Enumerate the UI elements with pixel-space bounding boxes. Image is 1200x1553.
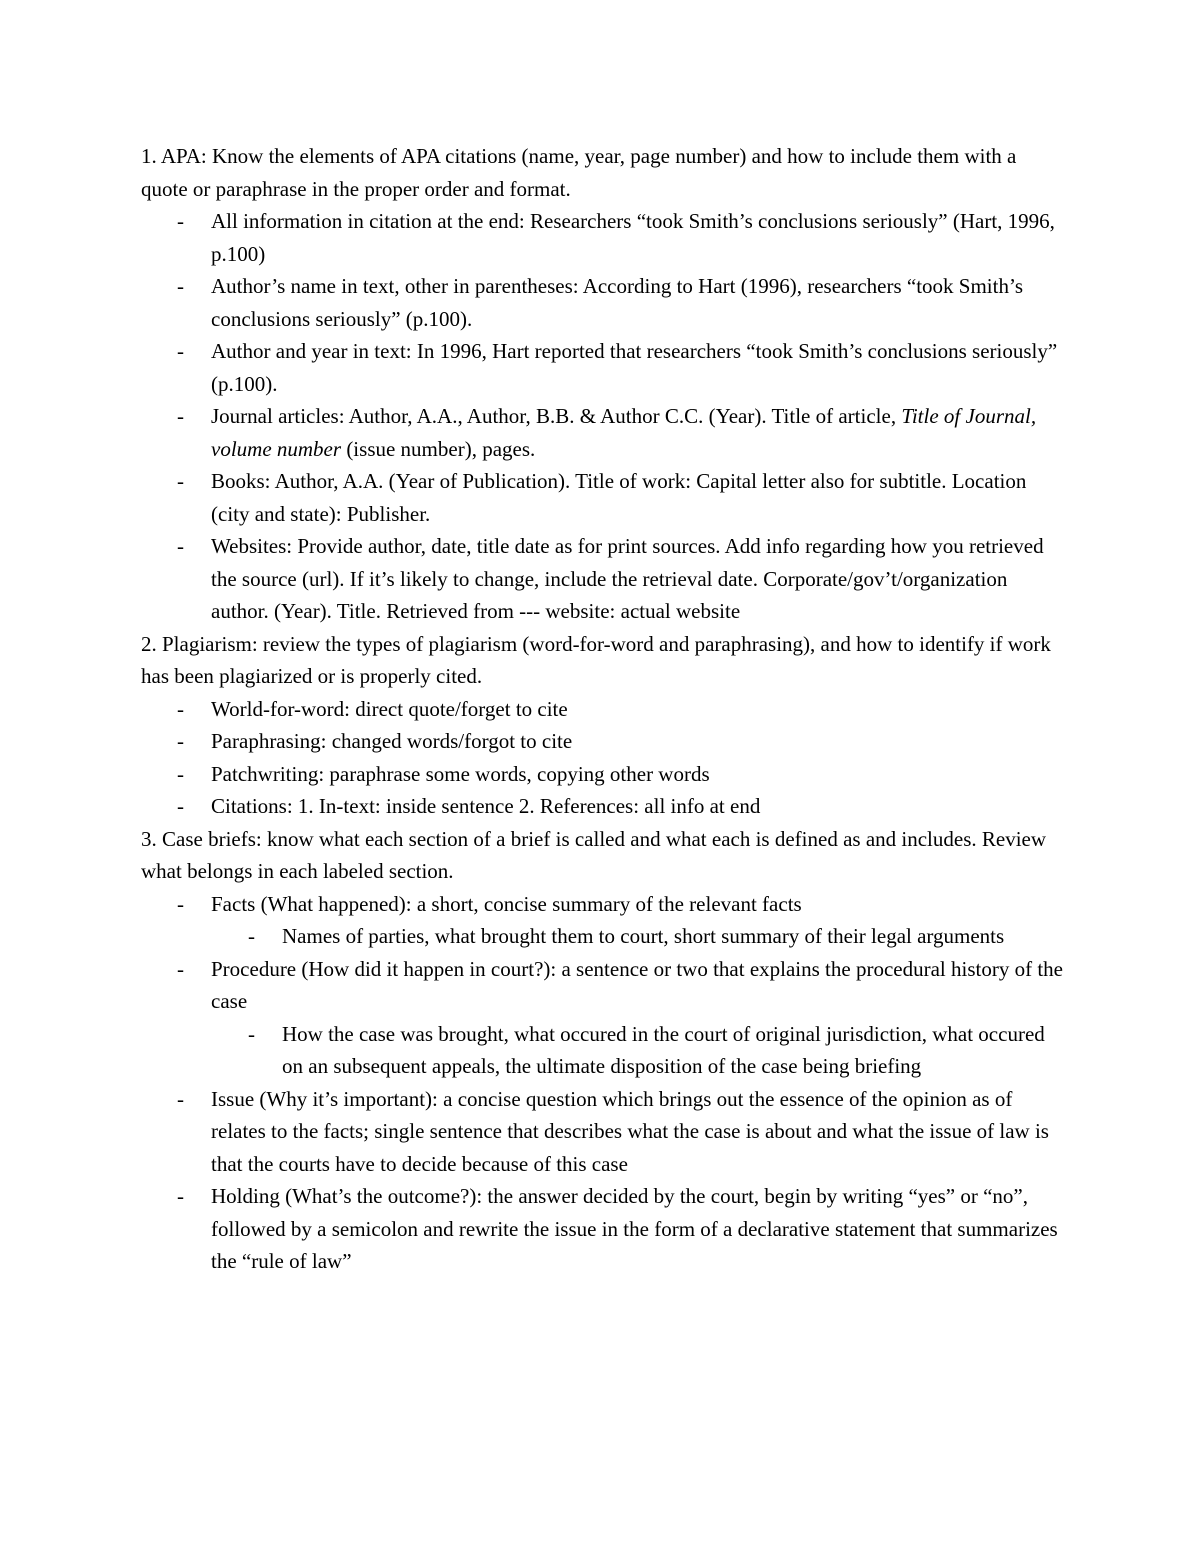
bullet-dash: - [177, 274, 184, 298]
list-item-text: Author and year in text: In 1996, Hart reported that researchers “took Smith’s conclusions seriously” (p.100). [211, 339, 1058, 396]
list-item [141, 335, 1066, 400]
list-item [141, 465, 1066, 530]
sub-list-item-text: Names of parties, what brought them to court, short summary of their legal arguments [282, 924, 1005, 948]
document-body [141, 140, 1066, 1278]
bullet-dash: - [177, 534, 184, 558]
list-item [141, 530, 1066, 628]
list-item [141, 1180, 1066, 1278]
list-item-text: Issue (Why it’s important): a concise question which brings out the essence of the opinion as of relates to the facts; single sentence that describes what the case is about and what the issue of law is that the courts have to decide because of this case [211, 1086, 1049, 1176]
bullet-dash: - [177, 339, 184, 363]
section-heading-apa: 1. APA: Know the elements of APA citations (name, year, page number) and how to include them with a quote or paraphrase in the proper order and format. [141, 144, 1017, 201]
journal-title-italic: Title of Journal, volume number [211, 404, 1037, 461]
bullet-dash: - [177, 209, 184, 233]
bullet-dash: - [177, 794, 184, 818]
list-item [141, 953, 1066, 1018]
list-item [141, 888, 1066, 921]
list-item [141, 400, 1066, 465]
bullet-dash: - [177, 891, 184, 916]
sub-list-item-text: How the case was brought, what occured in the court of original jurisdiction, what occured on an subsequent appeals, the ultimate disposition of the case being briefing [282, 1021, 1045, 1078]
sub-list-item [141, 920, 1066, 953]
list-item [141, 270, 1066, 335]
section-heading-plagiarism: 2. Plagiarism: review the types of plagiarism (word-for-word and paraphrasing), and how to identify if work has been plagiarized or is properly cited. [141, 631, 1051, 688]
bullet-dash: - [177, 761, 184, 786]
list-item [141, 1083, 1066, 1181]
bullet-dash: - [177, 404, 184, 428]
journal-text-after: (issue number), pages. [341, 436, 536, 461]
list-item [141, 693, 1066, 726]
list-item [141, 205, 1066, 270]
bullet-dash: - [177, 956, 184, 981]
bullet-dash: - [177, 1184, 184, 1208]
list-item-text: Patchwriting: paraphrase some words, copying other words [211, 761, 710, 786]
list-item-text: World-for-word: direct quote/forget to cite [211, 696, 568, 721]
bullet-dash: - [248, 924, 255, 948]
journal-text-before: Journal articles: Author, A.A., Author, B.B. & Author C.C. (Year). Title of article, [211, 404, 902, 428]
list-item-text: Citations: 1. In-text: inside sentence 2. References: all info at end [211, 794, 761, 818]
bullet-dash: - [177, 729, 184, 753]
list-item-text: All information in citation at the end: Researchers “took Smith’s conclusions seriously” (Hart, 1996, p.100) [211, 209, 1055, 266]
list-item-text: Books: Author, A.A. (Year of Publication). Title of work: Capital letter also for subtitle. Location (city and state): Publisher. [211, 469, 1027, 526]
list-item-text: Facts (What happened): a short, concise summary of the relevant facts [211, 891, 802, 916]
list-item-text: Paraphrasing: changed words/forgot to cite [211, 729, 573, 753]
list-item [141, 758, 1066, 791]
bullet-dash: - [248, 1021, 255, 1046]
list-item [141, 790, 1066, 823]
section-heading-case-briefs: 3. Case briefs: know what each section of a brief is called and what each is defined as and includes. Review what belongs in each labeled section. [141, 826, 1047, 883]
list-item-text: Procedure (How did it happen in court?): a sentence or two that explains the procedural history of the case [211, 956, 1063, 1013]
bullet-dash: - [177, 1086, 184, 1111]
sub-list-item [141, 1018, 1066, 1083]
bullet-dash: - [177, 696, 184, 721]
list-item-text: Author’s name in text, other in parentheses: According to Hart (1996), researchers “took Smith’s conclusions seriously” (p.100). [211, 274, 1023, 331]
bullet-dash: - [177, 469, 184, 493]
list-item-text: Websites: Provide author, date, title date as for print sources. Add info regarding how you retrieved the source (url). If it’s likely to change, include the retrieval date. Corporate/gov’t/organization author. (Year). Title. Retrieved from --- website: actual website [211, 534, 1044, 623]
list-item-text: Holding (What’s the outcome?): the answer decided by the court, begin by writing “yes” or “no”, followed by a semicolon and rewrite the issue in the form of a declarative statement that summarizes the “rule of law” [211, 1184, 1058, 1273]
list-item [141, 725, 1066, 758]
